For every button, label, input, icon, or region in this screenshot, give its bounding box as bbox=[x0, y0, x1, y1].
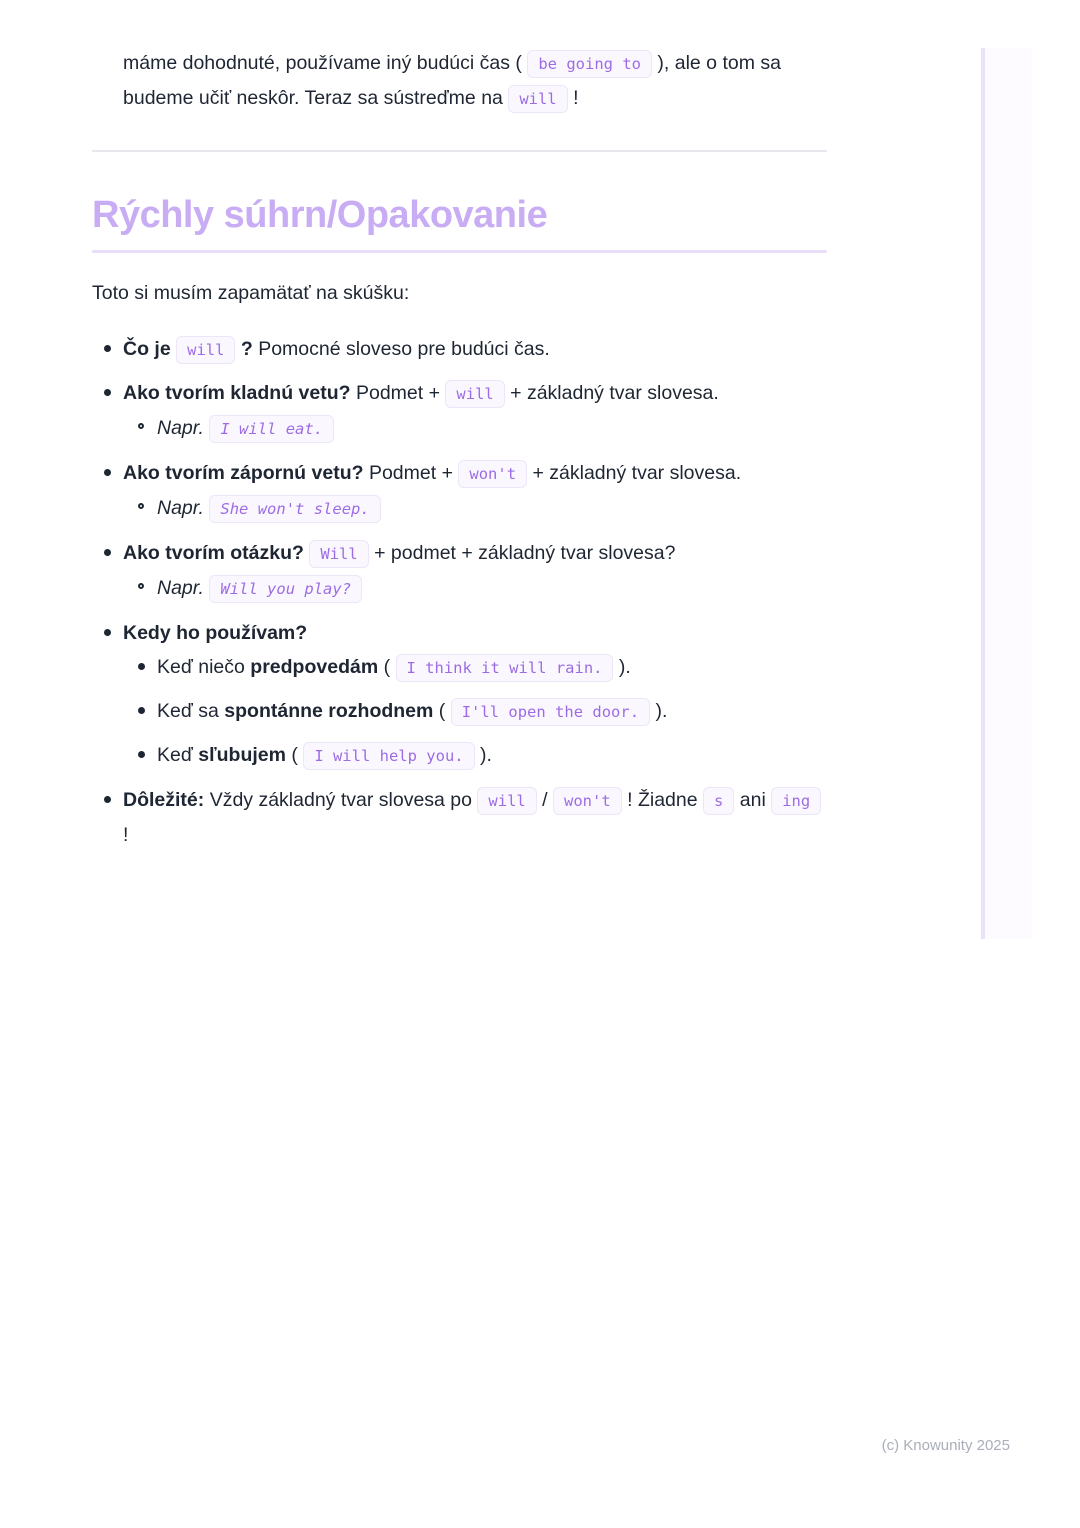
text-segment: predpovedám bbox=[250, 656, 379, 678]
list-item bbox=[126, 650, 827, 685]
text-segment: Podmet + bbox=[368, 462, 453, 484]
text-segment: ! bbox=[573, 87, 579, 109]
code-chip: Will bbox=[309, 540, 368, 568]
circle-bullet-icon bbox=[138, 583, 144, 589]
bullet-icon bbox=[104, 549, 111, 556]
list-item-text bbox=[123, 542, 675, 564]
summary-list bbox=[92, 332, 827, 852]
code-chip: Will you play? bbox=[209, 575, 362, 603]
text-segment: ). bbox=[618, 656, 631, 678]
code-chip: will bbox=[176, 336, 235, 364]
bullet-icon bbox=[104, 389, 111, 396]
bullet-icon bbox=[104, 469, 111, 476]
bullet-icon bbox=[138, 751, 145, 758]
text-segment: ). bbox=[480, 744, 492, 766]
code-chip: s bbox=[703, 787, 734, 815]
list-item-text bbox=[123, 338, 550, 360]
code-chip: won't bbox=[458, 460, 527, 488]
bullet-icon bbox=[138, 663, 145, 670]
intro-paragraph bbox=[92, 46, 827, 116]
list-item-text bbox=[157, 417, 334, 439]
bullet-icon bbox=[138, 707, 145, 714]
text-segment: Keď bbox=[157, 744, 193, 766]
text-segment: Napr. bbox=[157, 417, 204, 439]
text-segment: + základný tvar slovesa. bbox=[510, 382, 719, 404]
page-edge-strip bbox=[981, 48, 1032, 939]
list-item bbox=[92, 536, 827, 606]
heading-underline bbox=[92, 250, 827, 253]
text-segment: + podmet + základný tvar slovesa? bbox=[374, 542, 676, 564]
list-item bbox=[92, 332, 827, 367]
sub-list bbox=[126, 571, 827, 606]
text-segment: Kedy ho používam? bbox=[123, 622, 308, 644]
code-chip: I think it will rain. bbox=[396, 654, 614, 682]
text-segment: ani bbox=[739, 789, 766, 811]
text-segment: Napr. bbox=[157, 497, 204, 519]
code-chip: be going to bbox=[527, 50, 652, 78]
code-chip: I will help you. bbox=[303, 742, 474, 770]
list-item-text bbox=[123, 462, 741, 484]
text-segment: ( bbox=[383, 656, 391, 678]
list-item-text bbox=[157, 744, 492, 766]
list-item-text bbox=[123, 382, 719, 404]
text-segment: Keď niečo bbox=[157, 656, 245, 678]
sub-list bbox=[126, 491, 827, 526]
list-item-text bbox=[157, 700, 667, 722]
code-chip: I'll open the door. bbox=[451, 698, 650, 726]
code-chip: I will eat. bbox=[209, 415, 334, 443]
code-chip: will bbox=[508, 85, 567, 113]
sub-list bbox=[126, 411, 827, 446]
section-divider bbox=[92, 150, 827, 152]
list-item-text bbox=[157, 656, 631, 678]
bullet-icon bbox=[104, 345, 111, 352]
summary-list-container bbox=[92, 332, 827, 852]
text-segment: spontánne rozhodnem bbox=[224, 700, 434, 722]
text-segment: ? bbox=[240, 338, 253, 360]
text-segment: Ako tvorím otázku? bbox=[123, 542, 304, 564]
list-item-text bbox=[123, 789, 821, 846]
circle-bullet-icon bbox=[138, 423, 144, 429]
lead-paragraph: Toto si musím zapamätať na skúšku: bbox=[92, 282, 410, 304]
list-item bbox=[92, 616, 827, 773]
bullet-icon bbox=[104, 796, 111, 803]
text-segment: ! bbox=[123, 824, 129, 846]
text-segment: Ako tvorím kladnú vetu? bbox=[123, 382, 351, 404]
text-segment: Ako tvorím zápornú vetu? bbox=[123, 462, 364, 484]
text-segment: Podmet + bbox=[355, 382, 440, 404]
list-item-text bbox=[123, 622, 307, 644]
text-segment: / bbox=[542, 789, 548, 811]
text-segment: Čo je bbox=[123, 338, 171, 360]
text-segment: Vždy základný tvar slovesa po bbox=[209, 789, 472, 811]
list-item bbox=[92, 783, 827, 852]
list-item bbox=[126, 738, 827, 773]
text-segment: ( bbox=[438, 700, 446, 722]
text-segment: Dôležité: bbox=[123, 789, 205, 811]
text-segment: ( bbox=[291, 744, 298, 766]
text-segment: Keď sa bbox=[157, 700, 219, 722]
text-segment: sľubujem bbox=[198, 744, 286, 766]
list-item bbox=[92, 376, 827, 446]
text-segment: ! Žiadne bbox=[627, 789, 698, 811]
text-segment: Pomocné sloveso pre budúci čas. bbox=[258, 338, 550, 360]
circle-bullet-icon bbox=[138, 503, 144, 509]
list-item bbox=[92, 456, 827, 526]
list-item-text bbox=[157, 577, 362, 599]
list-item bbox=[126, 411, 827, 446]
content-area bbox=[92, 0, 827, 852]
text-segment: ). bbox=[655, 700, 668, 722]
bullet-icon bbox=[104, 629, 111, 636]
list-item-text bbox=[157, 497, 381, 519]
code-chip: She won't sleep. bbox=[209, 495, 380, 523]
sub-list bbox=[126, 650, 827, 773]
section-heading: Rýchly súhrn/Opakovanie bbox=[92, 194, 548, 236]
code-chip: will bbox=[445, 380, 504, 408]
text-segment: ), ale o tom sa budeme učiť neskôr. Teraz sa sústreďme na bbox=[123, 52, 781, 109]
list-item bbox=[126, 571, 827, 606]
code-chip: ing bbox=[771, 787, 821, 815]
text-segment: Napr. bbox=[157, 577, 204, 599]
text-segment: máme dohodnuté, používame iný budúci čas ( bbox=[123, 52, 522, 74]
code-chip: won't bbox=[553, 787, 622, 815]
footer-copyright: (c) Knowunity 2025 bbox=[881, 1437, 1010, 1454]
code-chip: will bbox=[477, 787, 536, 815]
list-item bbox=[126, 694, 827, 729]
list-item bbox=[126, 491, 827, 526]
text-segment: + základný tvar slovesa. bbox=[532, 462, 742, 484]
